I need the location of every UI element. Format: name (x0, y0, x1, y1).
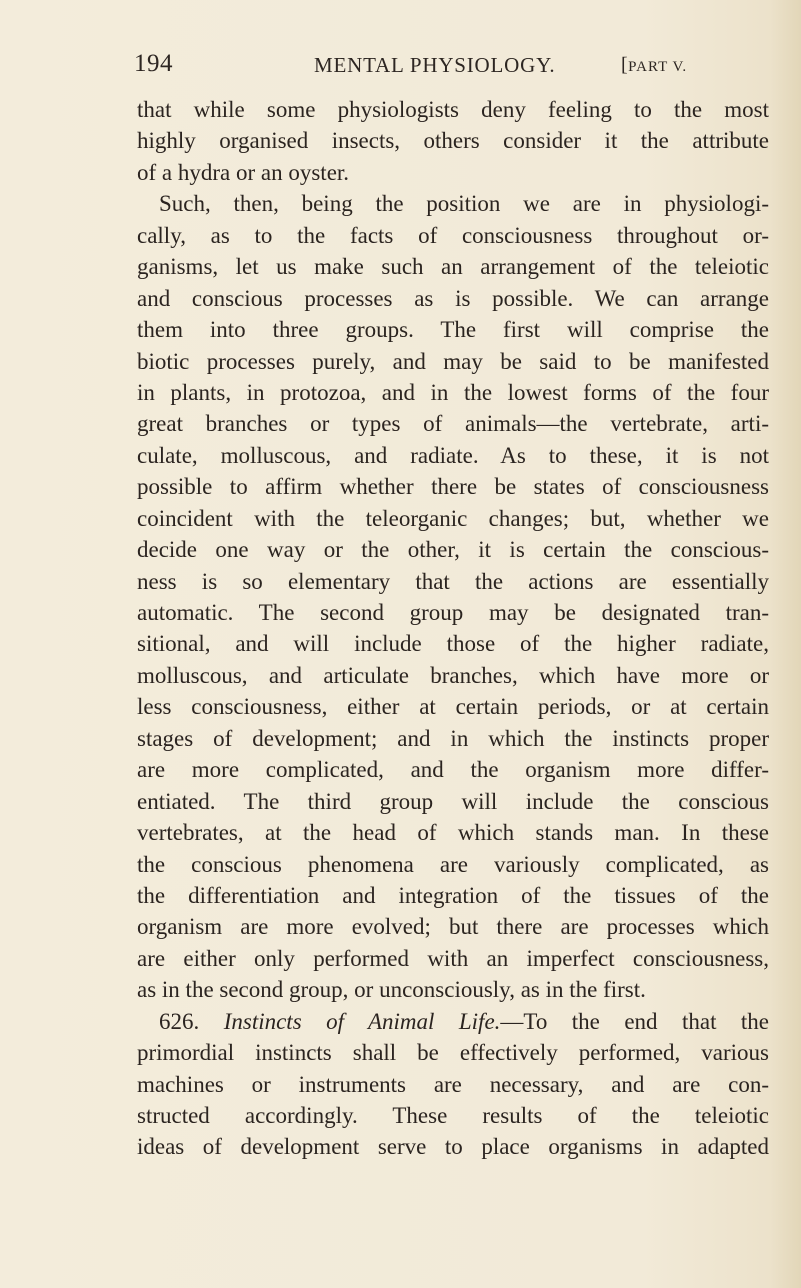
text-line: ideas of development serve to place organisms in adapted (137, 1134, 769, 1160)
text-line: organism are more evolved; but there are processes which (137, 914, 769, 940)
running-title: MENTAL PHYSIOLOGY. (314, 53, 556, 77)
text-line: vertebrates, at the head of which stands man. In these (137, 820, 769, 846)
section-number: 626. (159, 1008, 200, 1034)
text-line: molluscous, and articulate branches, which have more or (137, 662, 769, 688)
text-line: culate, molluscous, and radiate. As to these, it is not (137, 442, 769, 468)
text-line: primordial instincts shall be effectively performed, various (137, 1040, 769, 1066)
text-line: machines or instruments are necessary, and are con- (137, 1071, 769, 1097)
text-line: less consciousness, either at certain periods, or at certain (137, 694, 769, 720)
text-line: are more complicated, and the organism more differ- (137, 757, 769, 783)
text-line: are either only performed with an imperfect consciousness, (137, 945, 769, 971)
section-first-line-rest: —To the end that the (500, 1008, 770, 1034)
text-line: sitional, and will include those of the higher radiate, (137, 631, 769, 657)
text-line: possible to affirm whether there be states of consciousness (137, 474, 769, 500)
text-line: entiated. The third group will include the conscious (137, 788, 769, 814)
text-line: them into three groups. The first will comprise the (137, 317, 769, 343)
body-text (137, 94, 769, 1163)
part-label (621, 54, 687, 77)
text-line: of a hydra or an oyster. (137, 159, 350, 185)
section-title: Instincts of Animal Life. (223, 1008, 501, 1034)
text-line: biotic processes purely, and may be said to be manifested (137, 348, 769, 374)
text-line: decide one way or the other, it is certain the conscious- (137, 537, 769, 563)
text-line: highly organised insects, others consider it the attribute (137, 128, 769, 154)
text-line: automatic. The second group may be designated tran- (137, 600, 769, 625)
text-line: that while some physiologists deny feeling to the most (137, 97, 769, 122)
running-head (134, 50, 764, 84)
text-line: stages of development; and in which the instincts proper (137, 725, 769, 751)
text-line: Such, then, being the position we are in physiologi- (159, 191, 769, 217)
text-line: great branches or types of animals—the vertebrate, arti- (137, 411, 769, 437)
text-line: structed accordingly. These results of the teleiotic (137, 1103, 769, 1128)
text-line: ganisms, let us make such an arrangement of the teleiotic (137, 254, 769, 280)
text-line: coincident with the teleorganic changes; but, whether we (137, 505, 769, 531)
part-text: PART V. (628, 59, 688, 75)
text-line: the differentiation and integration of the tissues of the (137, 882, 769, 908)
text-line: the conscious phenomena are variously complicated, as (137, 851, 769, 877)
page-number: 194 (134, 50, 173, 77)
text-line: and conscious processes as is possible. We can arrange (137, 285, 769, 311)
part-bracket: [ (621, 54, 629, 76)
text-line: as in the second group, or unconsciously, as in the first. (137, 977, 646, 1003)
section-heading-line (137, 1006, 769, 1037)
text-line: in plants, in protozoa, and in the lowest forms of the four (137, 379, 769, 405)
text-line: ness is so elementary that the actions are essentially (137, 568, 769, 594)
text-line: cally, as to the facts of consciousness throughout or- (137, 222, 769, 248)
